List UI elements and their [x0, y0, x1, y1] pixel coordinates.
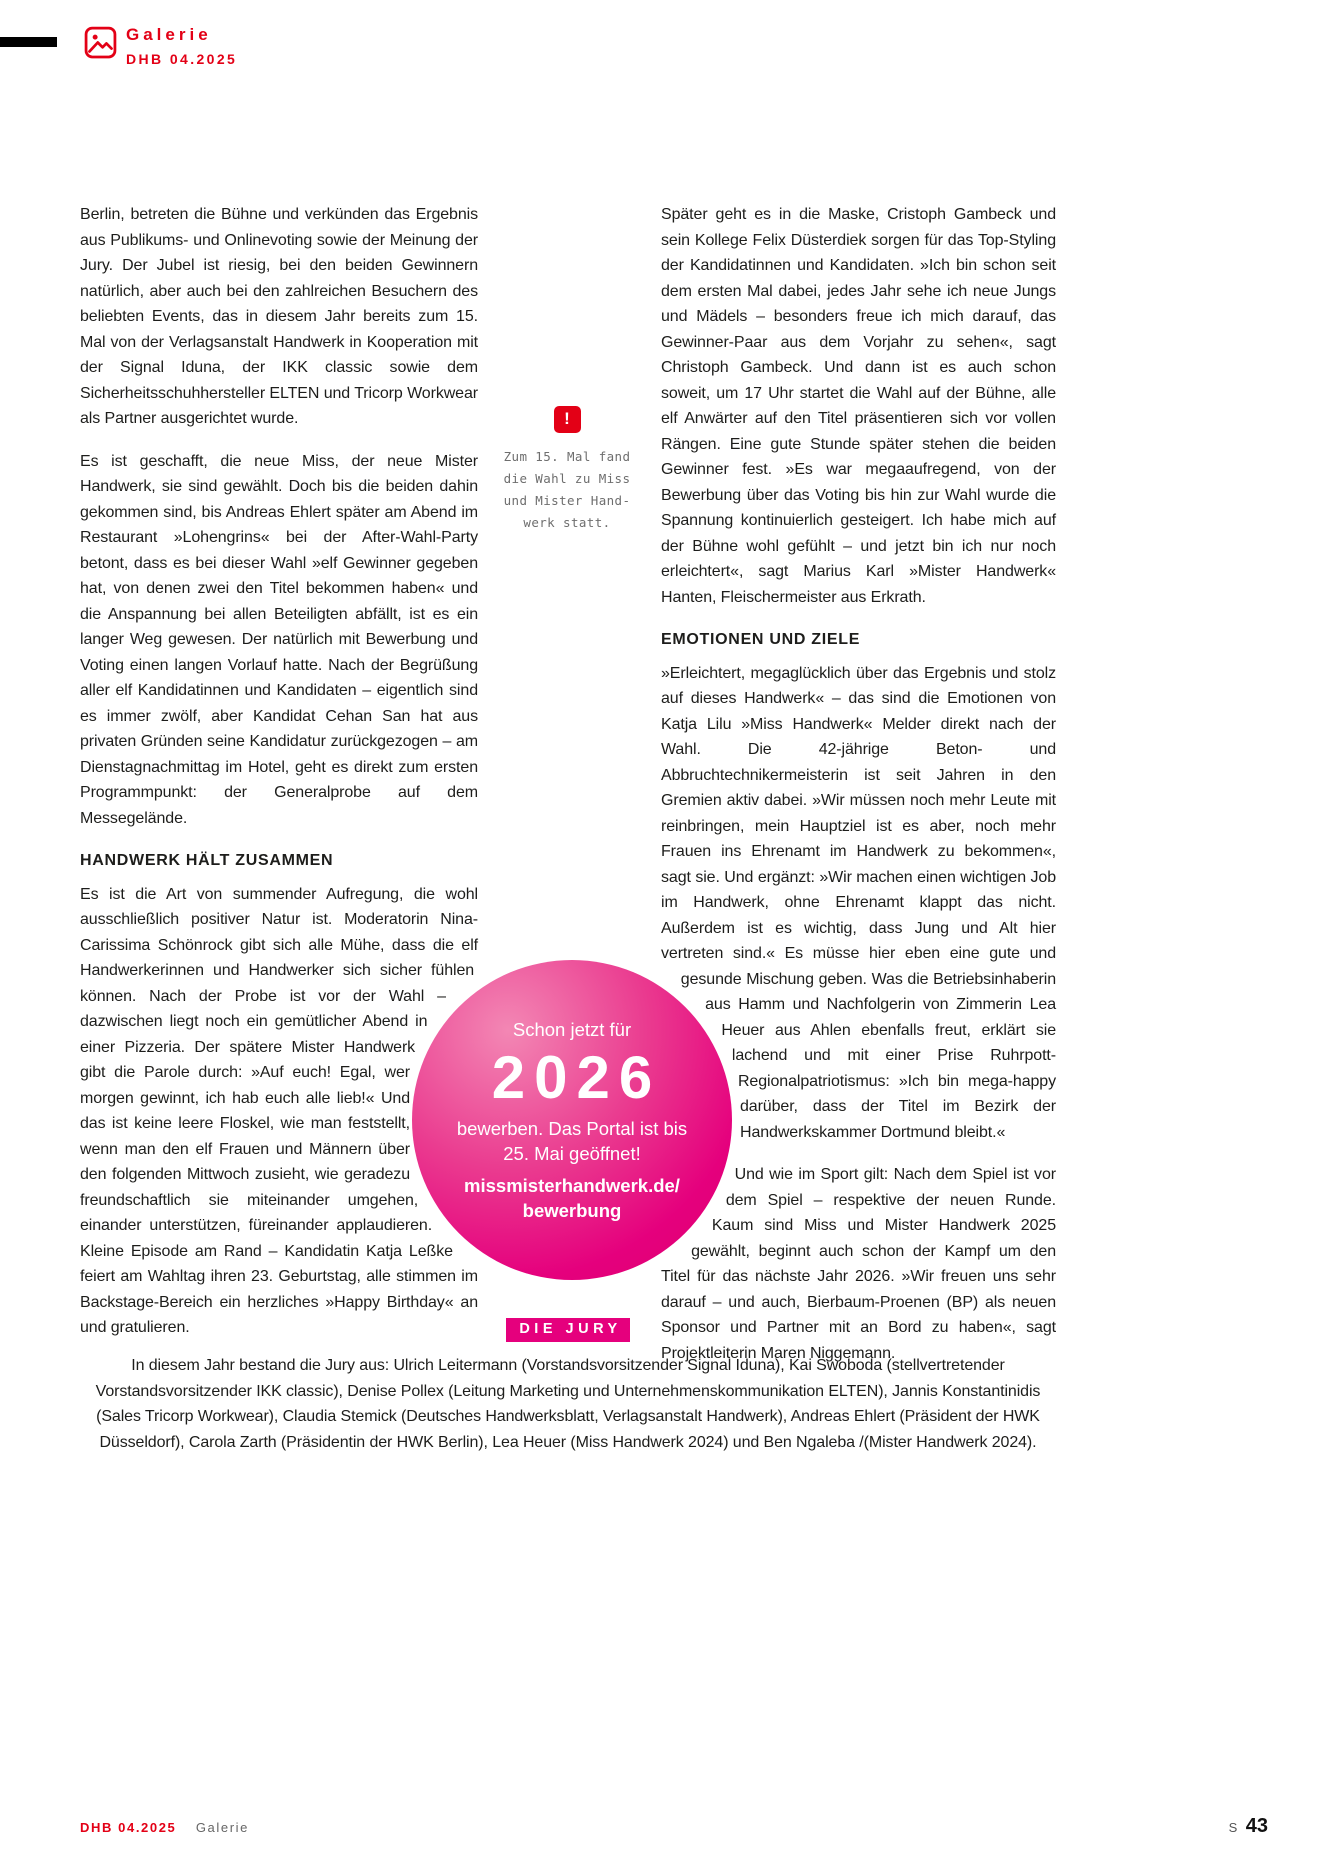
exclamation-icon: !	[554, 406, 581, 433]
promo-intro: Schon jetzt für	[512, 1019, 632, 1040]
footer-left	[80, 1819, 249, 1837]
footer-page-indicator	[1229, 1815, 1268, 1838]
promo-url: missmisterhandwerk.de/	[464, 1175, 680, 1196]
article-paragraph: Und wie im Sport gilt: Nach dem Spiel ist vor dem Spiel – respektive der neuen Runde. Kaum sind Miss und Mister Handwerk 2025 gewählt, beginnt auch schon der Kampf um den Titel für das nächste Jahr 2026. »Wir freuen uns sehr darauf – und auch, Bierbaum-Proenen (BP) als neuen Sponsor und Partner mit an Bord zu haben«, sagt Projektleiterin Maren Niggemann.	[661, 1166, 1056, 1362]
article-paragraph: Berlin, betreten die Bühne und verkünden das Ergebnis aus Publikums- und Onlinevoting sowie der Meinung der Jury. Der Jubel ist riesig, bei den beiden Gewinnern natürlich, aber auch bei den zahlreichen Besuchern des beliebten Events, das in diesem Jahr bereits zum 15. Mal von der Verlagsanstalt Handwerk in Kooperation mit der Signal Iduna, der IKK classic sowie dem Sicherheitsschuhhersteller ELTEN und Tricorp Workwear als Partner ausgerichtet wurde.	[80, 206, 478, 427]
promo-circle-2026	[412, 960, 732, 1280]
promo-year: 2026	[491, 1044, 662, 1111]
promo-text-line: 25. Mai geöffnet!	[503, 1143, 641, 1164]
promo-text-line: bewerben. Das Portal ist bis	[456, 1118, 688, 1139]
article-paragraph: »Erleichtert, megaglücklich über das Ergebnis und stolz auf dieses Handwerk« – das sind die Emotionen von Katja Lilu »Miss Handwerk« Melder direkt nach der Wahl. Die 42-jährige Beton- und Abbruchtechnikermeisterin ist seit Jahren in den Gremien aktiv dabei. »Wir müssen noch mehr Leute mit reinbringen, mein Hauptziel ist es aber, noch mehr Frauen ins Ehrenamt im Handwerk zu bekommen«, sagt sie. Und ergänzt: »Wir machen einen wichtigen Job im Handwerk, ohne Ehrenamt klappt das nicht. Außerdem ist es wichtig, dass Jung und Alt hier vertreten sind.« Es müsse hier eben eine gute und gesunde Mischung geben. Was die Betriebsinhaberin aus Hamm und Nachfolgerin von Zimmerin Lea Heuer aus Ahlen ebenfalls freut, erklärt sie lachend und mit einer Prise Ruhrpott-Regionalpatriotismus: »Ich bin mega-happy darüber, dass der Titel im Bezirk der Handwerkskammer Dortmund bleibt.«	[661, 664, 1056, 1141]
issue-label: DHB 04.2025	[126, 51, 238, 67]
photo-callout	[497, 406, 637, 534]
caption-line: und Mister Hand-	[503, 493, 631, 508]
page-prefix: S	[1228, 1820, 1239, 1835]
page-number: 43	[1245, 1815, 1268, 1837]
article-paragraph: Es ist geschafft, die neue Miss, der neue Mister Handwerk, sie sind gewählt. Doch bis die beiden dahin gekommen sind, bis Andreas Ehlert später am Abend im Restaurant »Lohengrins« bei der After-Wahl-Party betont, dass es bei dieser Wahl »elf Gewinner gegeben hat, von denen zwei den Titel bekommen haben« und die Anspannung bei allen Beteiligten abfällt, ist es ein langer Weg gewesen. Der natürlich mit Bewerbung und Voting einen langen Vorlauf hatte. Nach der Begrüßung aller elf Kandidatinnen und Kandidaten – eigentlich sind es immer zwölf, aber Kandidat Cehan San hat aus privaten Gründen seine Kandidatur zurückgezogen – am Dienstagnachmittag im Hotel, geht es direkt zum ersten Programmpunkt: der Generalprobe auf dem Messegelände.	[80, 452, 478, 827]
jury-text: In diesem Jahr bestand die Jury aus: Ulrich Leitermann (Vorstandsvorsitzender Signal Iduna), Kai Swoboda (stellvertretender Vorstandsvorsitzender IKK classic), Denise Pollex (Leitung Marketing und Unternehmenskommunikation ELTEN), Jannis Konstantinidis (Sales Tricorp Workwear), Claudia Stemick (Deutsches Handwerksblatt, Verlagsanstalt Handwerk), Andreas Ehlert (Präsident der HWK Düsseldorf), Carola Zarth (Präsidentin der HWK Berlin), Lea Heuer (Miss Handwerk 2024) und Ben Ngaleba /(Mister Handwerk 2024).	[95, 1357, 1041, 1451]
footer-section-label: Galerie	[195, 1820, 249, 1835]
page-footer	[80, 1815, 1268, 1838]
article-paragraph: Später geht es in die Maske, Cristoph Gambeck und sein Kollege Felix Düsterdiek sorgen für das Top-Styling der Kandidatinnen und Kandidaten. »Ich bin schon seit dem ersten Mal dabei, jedes Jahr sehe ich neue Jungs und Mädels – besonders freue ich mich darauf, das Gewinner-Paar aus dem Vorjahr zu sehen«, sagt Christoph Gambeck. Und dann ist es auch schon soweit, um 17 Uhr startet die Wahl auf der Bühne, alle elf Anwärter auf den Titel präsentieren sich vor vollen Rängen. Eine gute Stunde später stehen die beiden Gewinner fest. »Es war megaaufregend, von der Bewerbung über das Voting bis hin zur Wahl wurde die Spannung kontinuierlich gesteigert. Ich habe mich auf der Bühne wohl gefühlt – und jetzt bin ich nur noch erleichtert«, sagt Marius Karl »Mister Handwerk« Hanten, Fleischermeister aus Erkrath.	[661, 206, 1056, 606]
article-column-right	[661, 202, 1056, 1383]
article-subheading: EMOTIONEN UND ZIELE	[661, 631, 861, 648]
photo-caption	[497, 446, 637, 534]
article-subheading: HANDWERK HÄLT ZUSAMMEN	[80, 852, 334, 869]
page-header	[84, 24, 237, 70]
article-paragraph: Es ist die Art von summender Aufregung, die wohl ausschließlich positiver Natur ist. Moderatorin Nina-Carissima Schönrock gibt sich alle Mühe, dass die elf Handwerkerinnen und Handwerker sich sicher fühlen können. Nach der Probe ist vor der Wahl – dazwischen liegt noch ein gemütlicher Abend in einer Pizzeria. Der spätere Mister Handwerk gibt die Parole durch: »Auf euch! Egal, wer morgen gewinnt, ich hab euch alle lieb!« Und das ist keine leere Floskel, wie man feststellt, wenn man den elf Frauen und Männern über den folgenden Mittwoch zusieht, wie geradezu freundschaftlich sie miteinander umgehen, einander unterstützen, füreinander applaudieren. Kleine Episode am Rand – Kandidatin Katja Leßke feiert am Wahltag ihren 23. Geburtstag, alle stimmen im Backstage-Bereich ein herzliches »Happy Birthday« an und gratulieren.	[80, 885, 478, 1336]
section-label: Galerie	[126, 25, 212, 44]
page-edge-mark	[0, 37, 57, 47]
caption-line: werk statt.	[523, 515, 611, 530]
promo-url: bewerbung	[522, 1200, 622, 1221]
gallery-image-icon	[84, 26, 117, 59]
footer-issue-label: DHB 04.2025	[80, 1820, 177, 1835]
jury-label-badge: DIE JURY	[506, 1318, 629, 1342]
article-column-left	[80, 202, 478, 1358]
caption-line: Zum 15. Mal fand	[503, 449, 631, 464]
caption-line: die Wahl zu Miss	[503, 471, 631, 486]
jury-section	[80, 1318, 1056, 1455]
